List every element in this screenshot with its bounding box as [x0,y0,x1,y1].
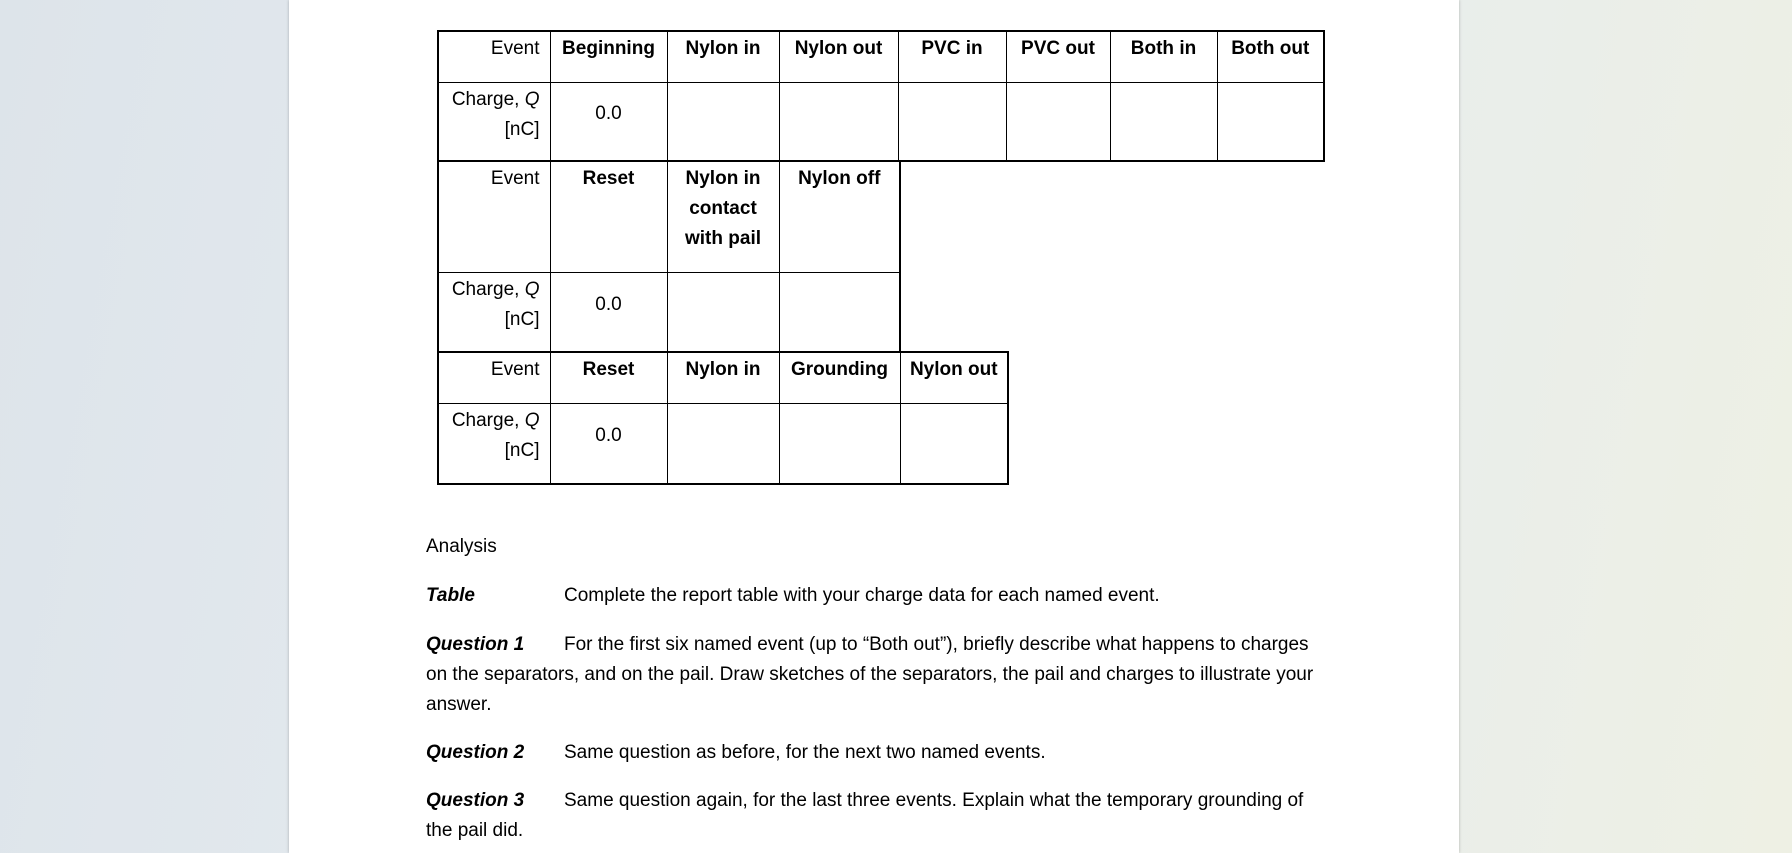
event-header: Nylon off [779,161,900,272]
charge-cell[interactable] [1006,82,1110,161]
report-table-1 [437,30,1325,162]
analysis-paragraph [426,630,1326,720]
report-table-3 [437,351,1009,485]
paragraph-text: Same question again, for the last three events. Explain what the temporary grounding of the pail did. [426,790,1304,841]
charge-cell[interactable] [1217,82,1324,161]
analysis-paragraph [426,581,1326,611]
analysis-paragraph [426,738,1326,768]
paragraph-text: For the first six named event (up to “Both out”), briefly describe what happens to charges on the separators, and on the pail. Draw sketches of the separators, the pail and charges to illustrate your answer. [426,634,1314,715]
event-label: Event [438,31,550,82]
event-header: Nylon out [779,31,898,82]
charge-cell[interactable]: 0.0 [550,82,667,161]
event-header: Both in [1110,31,1217,82]
event-header: Nylon in [667,31,779,82]
paragraph-text: Same question as before, for the next two named events. [564,742,1046,763]
charge-cell[interactable]: 0.0 [550,403,667,484]
charge-label: Charge, Q [nC] [438,82,550,161]
charge-cell[interactable] [779,272,900,352]
event-header: PVC in [898,31,1006,82]
charge-row [438,403,1008,484]
event-header: Nylon in contact with pail [667,161,779,272]
event-row [438,352,1008,403]
event-row [438,31,1324,82]
paragraph-label: Question 1 [426,634,525,655]
event-header: Reset [550,352,667,403]
charge-cell[interactable] [779,82,898,161]
analysis-paragraph [426,786,1326,846]
event-row [438,161,900,272]
paragraph-text: Complete the report table with your charge data for each named event. [564,585,1160,606]
event-header: Nylon out [900,352,1008,403]
report-table-2 [437,160,901,353]
event-label: Event [438,161,550,272]
paragraph-label: Question 2 [426,742,525,763]
event-label: Event [438,352,550,403]
event-header: Grounding [779,352,900,403]
charge-cell[interactable] [900,403,1008,484]
charge-label: Charge, Q [nC] [438,272,550,352]
event-header: Both out [1217,31,1324,82]
event-header: Beginning [550,31,667,82]
charge-label: Charge, Q [nC] [438,403,550,484]
charge-cell[interactable] [898,82,1006,161]
charge-cell[interactable] [1110,82,1217,161]
charge-row [438,272,900,352]
charge-cell[interactable] [667,272,779,352]
event-header: PVC out [1006,31,1110,82]
charge-cell[interactable] [667,403,779,484]
charge-cell[interactable] [779,403,900,484]
charge-row [438,82,1324,161]
paragraph-label: Table [426,585,475,606]
event-header: Nylon in [667,352,779,403]
charge-cell[interactable] [667,82,779,161]
paragraph-label: Question 3 [426,790,525,811]
event-header: Reset [550,161,667,272]
charge-cell[interactable]: 0.0 [550,272,667,352]
analysis-heading: Analysis [426,536,497,557]
